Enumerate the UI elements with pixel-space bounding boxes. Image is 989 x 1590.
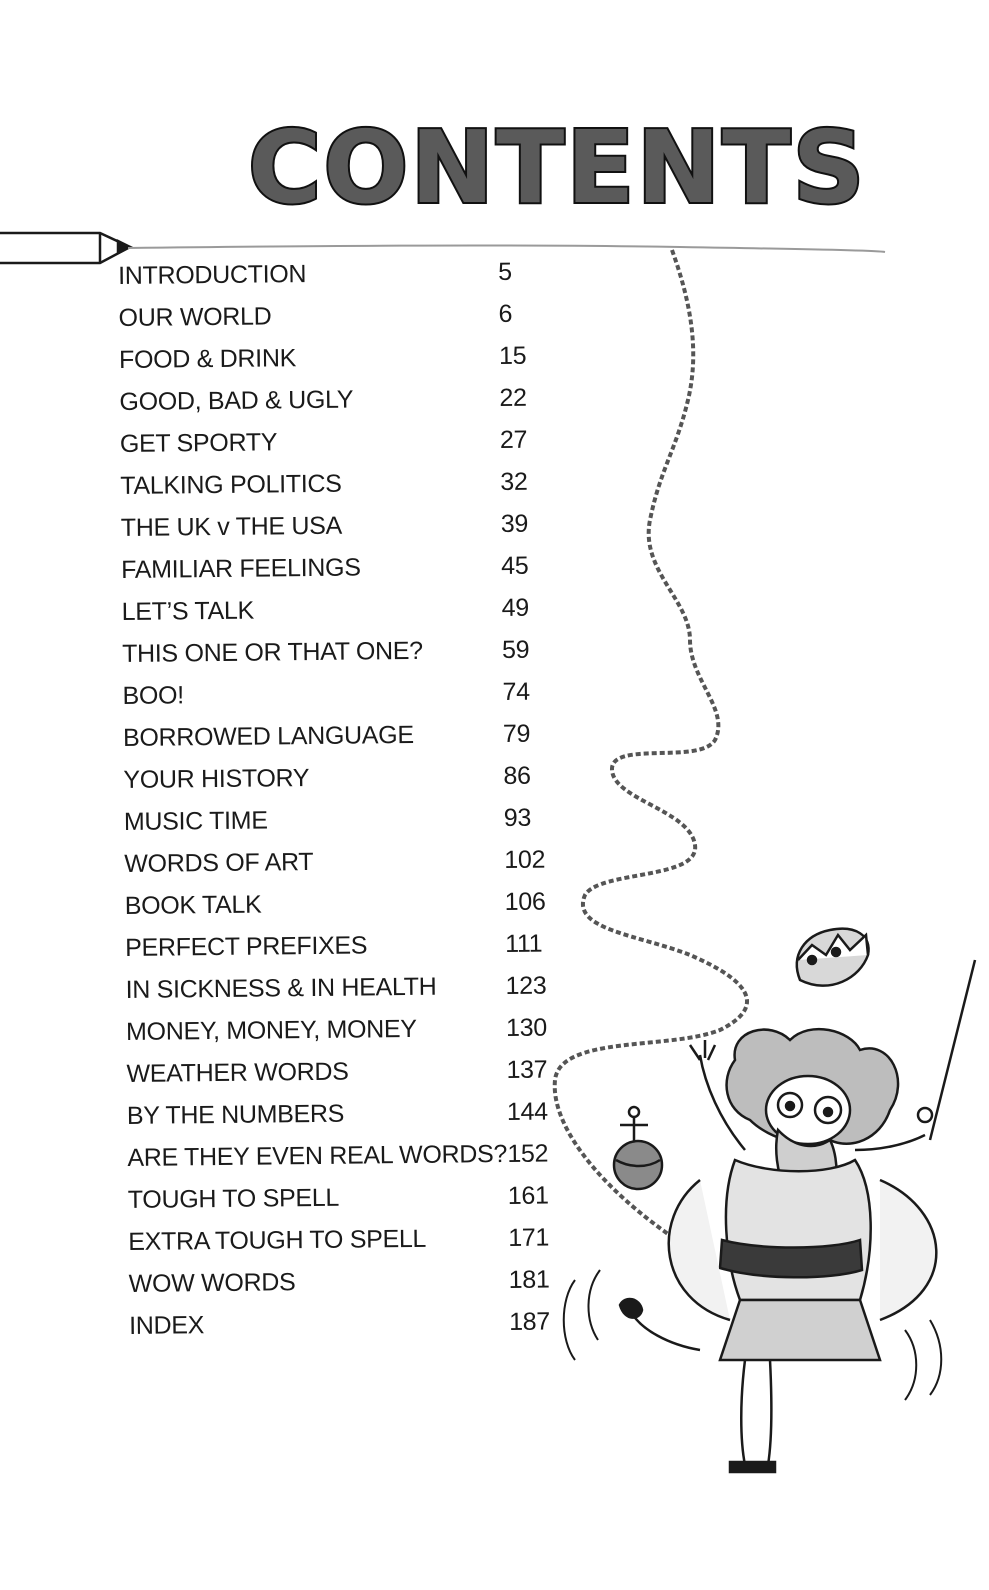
toc-entry-page: 45: [501, 551, 529, 581]
toc-entry-label: LET’S TALK: [121, 596, 255, 626]
toc-entry: [122, 635, 562, 682]
sceptre-icon: [918, 960, 975, 1140]
toc-entry: [122, 593, 562, 640]
toc-entry-label: TOUGH TO SPELL: [127, 1183, 340, 1214]
toc-entry: [125, 971, 565, 1018]
toc-entry: [118, 257, 558, 304]
toc-entry-page: 171: [508, 1223, 550, 1252]
toc-entry-page: 102: [504, 845, 546, 874]
toc-entry-label: EXTRA TOUGH TO SPELL: [128, 1224, 427, 1256]
toc-entry: [123, 761, 563, 808]
toc-entry-label: TALKING POLITICS: [120, 469, 342, 500]
page-title: CONTENTS: [248, 109, 867, 226]
toc-entry-page: 27: [499, 425, 528, 455]
toc-entry-page: 59: [501, 635, 530, 664]
crown-icon: [797, 929, 869, 986]
toc-entry: [125, 887, 565, 934]
toc-entry-page: 123: [505, 971, 547, 1000]
toc-entry-label: FAMILIAR FEELINGS: [121, 553, 361, 584]
toc-entry-label: PERFECT PREFIXES: [125, 931, 368, 962]
toc-entry-label: OUR WORLD: [118, 302, 272, 332]
toc-entry-label: THIS ONE OR THAT ONE?: [121, 636, 423, 668]
toc-entry-label: WEATHER WORDS: [126, 1057, 349, 1088]
toc-entry-label: WORDS OF ART: [124, 847, 314, 878]
toc-entry: [126, 1013, 566, 1060]
toc-entry: [122, 677, 562, 724]
toc-list: [118, 257, 569, 1354]
toc-entry-page: 39: [500, 509, 529, 539]
toc-entry-label: BOO!: [122, 681, 185, 710]
pencil-icon: [0, 233, 130, 263]
toc-entry: [124, 803, 564, 850]
toc-entry-page: 22: [499, 383, 527, 413]
toc-entry-label: BY THE NUMBERS: [126, 1099, 345, 1130]
toc-entry-label: MONEY, MONEY, MONEY: [125, 1014, 417, 1046]
toc-entry-page: 32: [500, 467, 528, 497]
toc-entry-page: 137: [506, 1055, 548, 1084]
toc-entry-label: GOOD, BAD & UGLY: [119, 385, 354, 416]
toc-entry: [127, 1139, 567, 1186]
king-figure: [564, 1029, 942, 1472]
toc-entry: [119, 383, 559, 430]
toc-entry-label: BOOK TALK: [124, 890, 262, 920]
toc-entry-page: 93: [503, 803, 532, 832]
toc-entry-page: 74: [502, 677, 530, 706]
toc-entry-page: 79: [502, 719, 531, 748]
toc-entry-label: MUSIC TIME: [123, 806, 268, 836]
toc-entry-label: INDEX: [128, 1311, 205, 1340]
toc-entry: [128, 1181, 568, 1228]
toc-entry: [121, 551, 561, 598]
dangling-string: [555, 250, 747, 1255]
toc-entry-label: FOOD & DRINK: [118, 344, 297, 374]
toc-entry: [118, 299, 558, 346]
toc-entry: [121, 509, 561, 556]
toc-entry: [126, 1055, 566, 1102]
toc-entry-page: 106: [504, 887, 546, 916]
toc-entry-page: 111: [505, 929, 543, 958]
toc-entry-label: IN SICKNESS & IN HEALTH: [125, 972, 437, 1004]
toc-entry-label: BORROWED LANGUAGE: [122, 720, 414, 752]
toc-entry-page: 86: [503, 761, 531, 790]
toc-entry-label: WOW WORDS: [128, 1268, 296, 1298]
pencil-line: [128, 245, 885, 252]
toc-entry-page: 187: [508, 1307, 551, 1336]
toc-entry-page: 181: [508, 1265, 550, 1294]
toc-entry: [128, 1223, 568, 1270]
toc-entry-page: 161: [507, 1181, 549, 1210]
toc-entry-page: 152: [507, 1139, 549, 1168]
toc-entry: [120, 467, 560, 514]
toc-entry: [129, 1265, 569, 1312]
toc-entry-page: 15: [498, 341, 527, 371]
orb-icon: [614, 1107, 662, 1189]
toc-entry-label: GET SPORTY: [119, 428, 278, 458]
toc-entry-page: 49: [501, 593, 530, 623]
toc-entry: [127, 1097, 567, 1144]
toc-entry-page: 130: [505, 1013, 547, 1042]
toc-entry-page: 5: [497, 257, 512, 287]
toc-entry-label: INTRODUCTION: [118, 260, 307, 290]
toc-entry-page: 144: [506, 1097, 548, 1126]
toc-entry-label: THE UK v THE USA: [120, 511, 343, 542]
toc-entry-page: 6: [498, 299, 513, 329]
toc-entry: [125, 929, 565, 976]
toc-entry: [119, 341, 559, 388]
toc-entry-label: YOUR HISTORY: [123, 764, 310, 794]
toc-entry: [120, 425, 560, 472]
toc-entry: [123, 719, 563, 766]
toc-entry-label: ARE THEY EVEN REAL WORDS?: [127, 1139, 508, 1172]
toc-entry: [124, 845, 564, 892]
toc-entry: [129, 1307, 569, 1354]
